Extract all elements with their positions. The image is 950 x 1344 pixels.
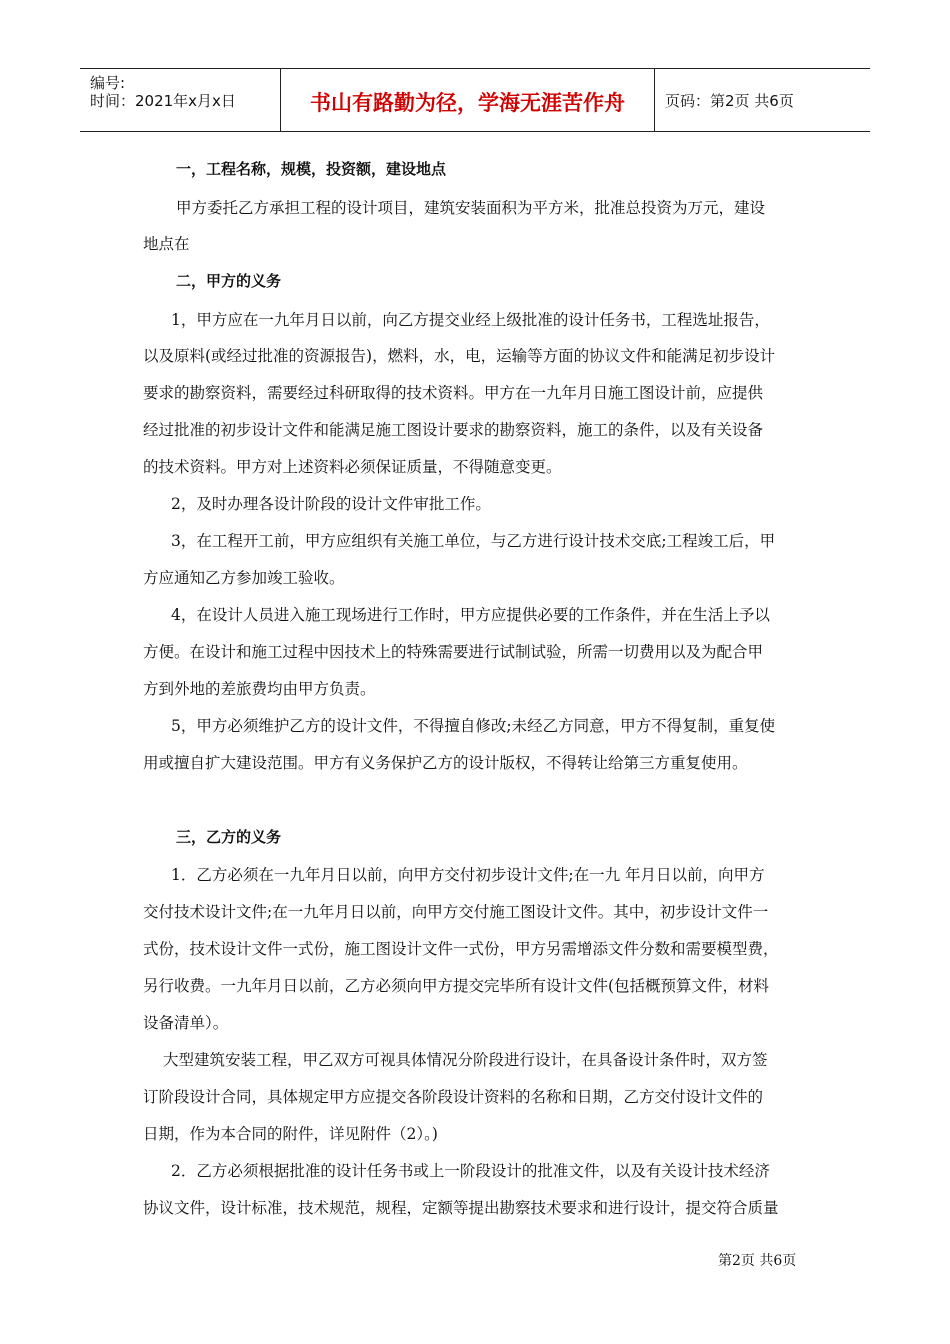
header-page-cell — [655, 69, 870, 131]
section-heading: 三，乙方的义务 — [176, 828, 282, 846]
header-motto: 书山有路勤为径，学海无涯苦作舟 — [310, 91, 625, 115]
paragraph-line: 交付技术设计文件;在一九年月日以前，向甲方交付施工图设计文件。其中，初步设计文件一 — [143, 903, 769, 921]
header-page-info: 页码：第2页 共6页 — [665, 92, 794, 110]
paragraph-line: 地点在 — [143, 235, 190, 253]
paragraph-line: 1，甲方应在一九年月日以前，向乙方提交业经上级批准的设计任务书，工程选址报告， — [171, 311, 770, 329]
paragraph-line: 方便。在设计和施工过程中因技术上的特殊需要进行试制试验，所需一切费用以及为配合甲 — [143, 643, 764, 661]
paragraph-line: 5，甲方必须维护乙方的设计文件，不得擅自修改;未经乙方同意，甲方不得复制，重复使 — [171, 717, 776, 735]
paragraph-line: 大型建筑安装工程，甲乙双方可视具体情况分阶段进行设计，在具备设计条件时，双方签 — [163, 1051, 768, 1069]
paragraph-line: 方到外地的差旅费均由甲方负责。 — [143, 680, 376, 698]
paragraph-line: 以及原料(或经过批准的资源报告)，燃料，水，电，运输等方面的协议文件和能满足初步设计 — [143, 347, 776, 365]
paragraph-line: 4，在设计人员进入施工现场进行工作时，甲方应提供必要的工作条件，并在生活上予以 — [171, 606, 770, 624]
paragraph-line: 2，及时办理各设计阶段的设计文件审批工作。 — [171, 495, 491, 513]
paragraph-line: 用或擅自扩大建设范围。甲方有义务保护乙方的设计版权，不得转让给第三方重复使用。 — [143, 754, 748, 772]
paragraph-line: 2．乙方必须根据批准的设计任务书或上一阶段设计的批准文件，以及有关设计技术经济 — [171, 1162, 770, 1180]
header-meta-cell — [80, 69, 281, 131]
section-heading: 二，甲方的义务 — [176, 272, 282, 290]
paragraph-line: 方应通知乙方参加竣工验收。 — [143, 569, 345, 587]
paragraph-line: 1．乙方必须在一九年月日以前，向甲方交付初步设计文件;在一九 年月日以前，向甲方 — [171, 866, 765, 884]
document-date-label: 时间：2021年x月x日 — [90, 92, 236, 110]
paragraph-line: 另行收费。一九年月日以前，乙方必须向甲方提交完毕所有设计文件(包括概预算文件，材料 — [143, 977, 770, 995]
paragraph-line: 经过批准的初步设计文件和能满足施工图设计要求的勘察资料，施工的条件，以及有关设备 — [143, 421, 764, 439]
paragraph-line: 甲方委托乙方承担工程的设计项目，建筑安装面积为平方米，批准总投资为万元，建设 — [176, 199, 766, 217]
paragraph-line: 订阶段设计合同，具体规定甲方应提交各阶段设计资料的名称和日期，乙方交付设计文件的 — [143, 1088, 764, 1106]
paragraph-line: 3，在工程开工前，甲方应组织有关施工单位，与乙方进行设计技术交底;工程竣工后，甲 — [171, 532, 776, 550]
paragraph-line: 日期，作为本合同的附件，详见附件（2）。) — [143, 1125, 438, 1143]
paragraph-line: 要求的勘察资料，需要经过科研取得的技术资料。甲方在一九年月日施工图设计前，应提供 — [143, 384, 764, 402]
document-header — [80, 68, 870, 132]
document-number-label: 编号: — [90, 74, 126, 92]
paragraph-line: 设备清单）。 — [143, 1014, 229, 1032]
section-heading: 一，工程名称，规模，投资额，建设地点 — [176, 160, 447, 178]
paragraph-line: 的技术资料。甲方对上述资料必须保证质量，不得随意变更。 — [143, 458, 562, 476]
footer-page-number: 第2页 共6页 — [718, 1253, 797, 1269]
header-motto-cell — [281, 69, 655, 131]
paragraph-line: 协议文件，设计标准，技术规范，规程，定额等提出勘察技术要求和进行设计，提交符合质量 — [143, 1199, 779, 1217]
paragraph-line: 式份，技术设计文件一式份，施工图设计文件一式份，甲方另需增添文件分数和需要模型费， — [143, 940, 779, 958]
